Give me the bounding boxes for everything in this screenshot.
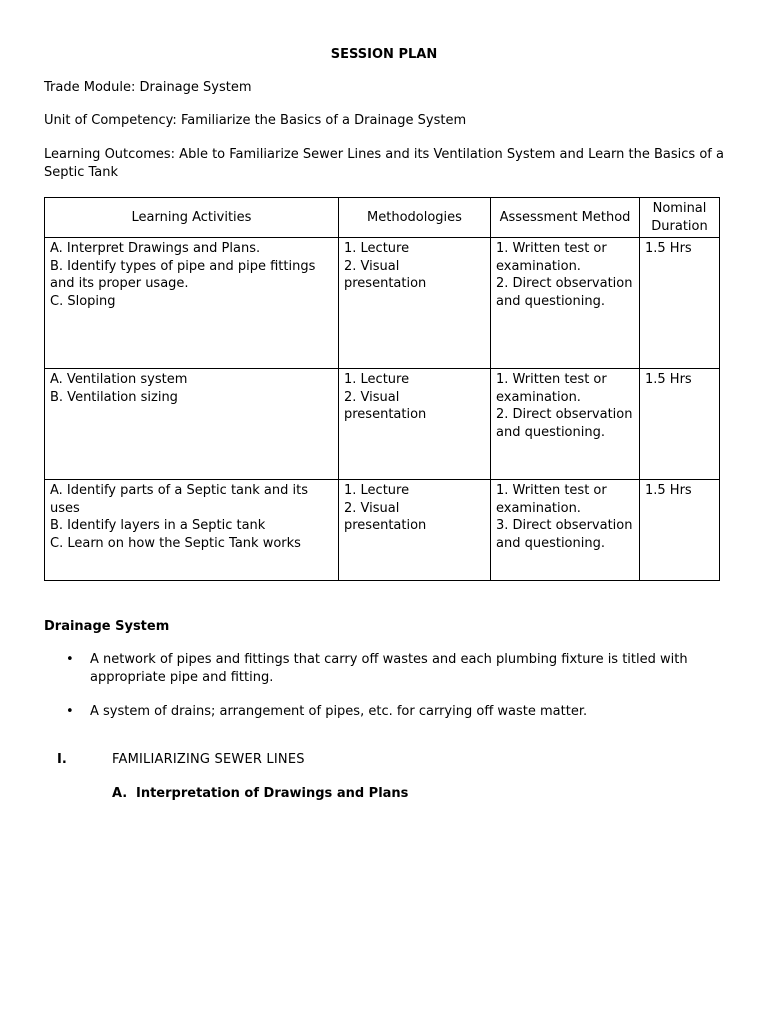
assessment-cell xyxy=(491,238,640,369)
method-item: 1. Lecture xyxy=(344,372,410,387)
activity-item: C. Sloping xyxy=(50,293,116,309)
method-item: 2. Visual presentation xyxy=(344,258,427,291)
activities-cell xyxy=(45,480,339,581)
header-methodologies: Methodologies xyxy=(339,198,491,238)
activity-item: C. Learn on how the Septic Tank works xyxy=(50,535,301,551)
activities-cell xyxy=(45,238,339,369)
duration-cell: 1.5 Hrs xyxy=(640,238,720,369)
activity-item: A. Interpret Drawings and Plans. xyxy=(50,241,261,256)
activity-item: A. Identify parts of a Septic tank and its uses xyxy=(50,483,308,516)
method-item: 2. Visual presentation xyxy=(344,500,427,533)
header-nominal-duration: Nominal Duration xyxy=(640,198,720,238)
duration-cell: 1.5 Hrs xyxy=(640,480,720,581)
assessment-cell xyxy=(491,369,640,480)
assessment-item: 1. Written test or examination. xyxy=(496,372,607,405)
unit-of-competency: Unit of Competency: Familiarize the Basics of a Drainage System xyxy=(44,113,467,128)
method-item: 2. Visual presentation xyxy=(344,389,427,422)
bullet-text: A network of pipes and fittings that carry off wastes and each plumbing fixture is titled with appropriate pipe and fitting. xyxy=(90,652,688,685)
assessment-item: 1. Written test or examination. xyxy=(496,241,607,274)
assessment-item: 2. Direct observation and questioning. xyxy=(496,276,633,309)
method-item: 1. Lecture xyxy=(344,483,410,498)
drainage-bullet-list xyxy=(44,651,694,737)
table-header-row xyxy=(45,198,720,238)
methods-cell xyxy=(339,238,491,369)
list-item xyxy=(44,703,694,721)
activity-item: A. Ventilation system xyxy=(50,372,188,387)
page-title: SESSION PLAN xyxy=(330,47,438,62)
table-row xyxy=(45,238,720,369)
subsection-letter: A. xyxy=(112,786,128,801)
header-learning-activities: Learning Activities xyxy=(45,198,339,238)
activity-item: B. Identify types of pipe and pipe fittings and its proper usage. xyxy=(50,258,316,291)
bullet-text: A system of drains; arrangement of pipes, etc. for carrying off waste matter. xyxy=(90,704,588,719)
methods-cell xyxy=(339,480,491,581)
assessment-item: 2. Direct observation and questioning. xyxy=(496,407,633,440)
duration-cell: 1.5 Hrs xyxy=(640,369,720,480)
methods-cell xyxy=(339,369,491,480)
assessment-cell xyxy=(491,480,640,581)
header-assessment-method: Assessment Method xyxy=(491,198,640,238)
assessment-item: 3. Direct observation and questioning. xyxy=(496,518,633,551)
section-numeral: I. xyxy=(57,752,67,767)
session-plan-table xyxy=(44,197,720,581)
assessment-item: 1. Written test or examination. xyxy=(496,483,607,516)
table-row xyxy=(45,480,720,581)
activity-item: B. Ventilation sizing xyxy=(50,389,178,405)
learning-outcomes: Learning Outcomes: Able to Familiarize Sewer Lines and its Ventilation System and Learn the Basics of a Septic Tank xyxy=(44,147,724,180)
activities-cell xyxy=(45,369,339,480)
method-item: 1. Lecture xyxy=(344,241,410,256)
activity-item: B. Identify layers in a Septic tank xyxy=(50,518,266,533)
drainage-system-heading: Drainage System xyxy=(44,619,170,634)
trade-module: Trade Module: Drainage System xyxy=(44,80,252,95)
subsection-title: Interpretation of Drawings and Plans xyxy=(136,786,409,801)
bullet-icon: • xyxy=(66,652,74,667)
table-row xyxy=(45,369,720,480)
bullet-icon: • xyxy=(66,704,74,719)
list-item xyxy=(44,651,694,687)
section-title: FAMILIARIZING SEWER LINES xyxy=(112,752,305,767)
